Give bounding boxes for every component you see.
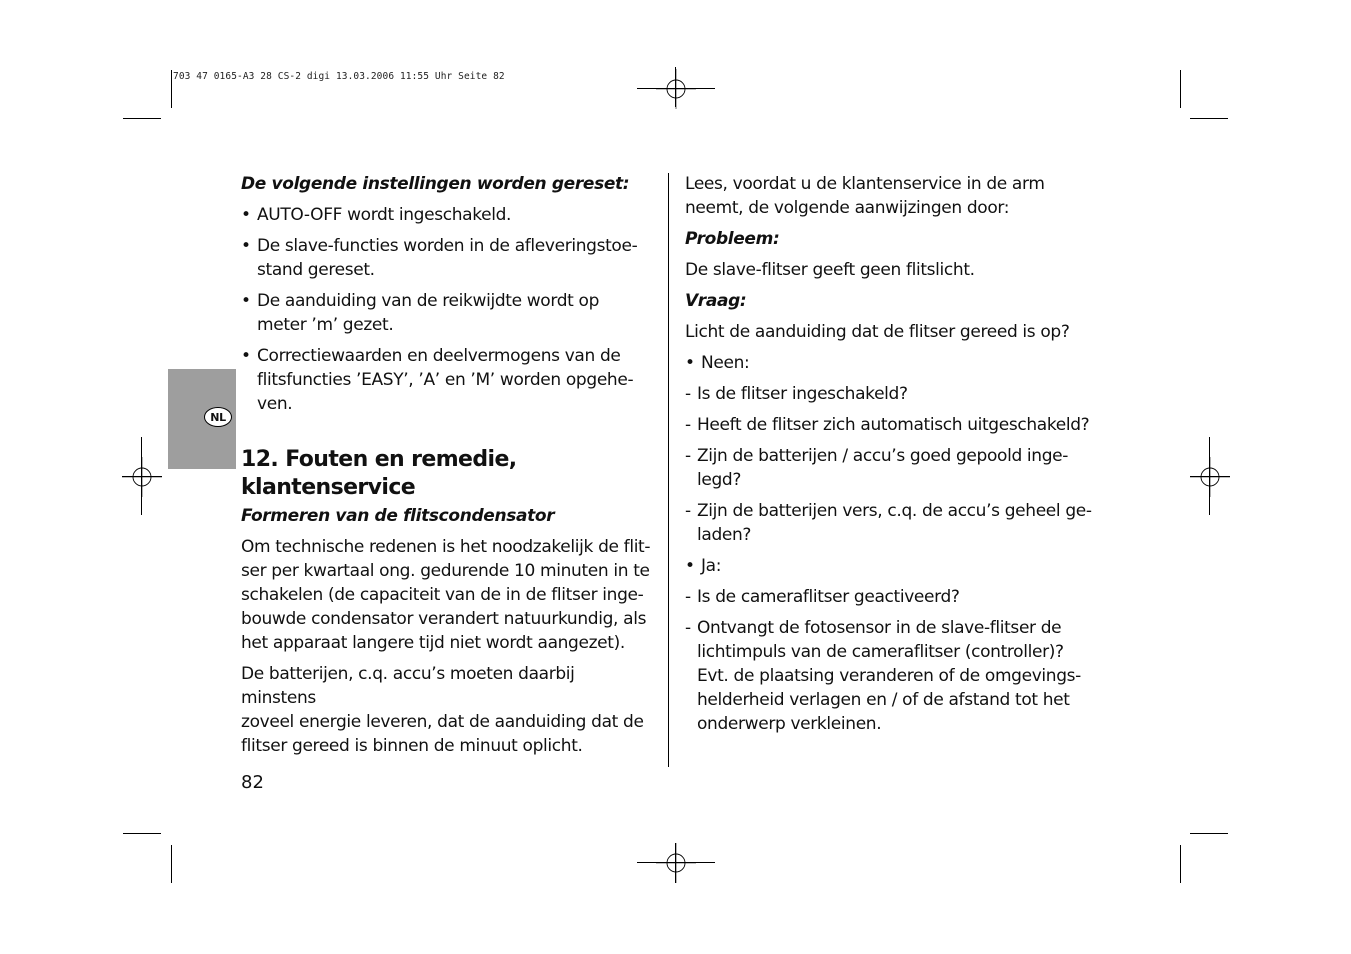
list-item: - Ontvangt de fotosensor in de slave-flitser de lichtimpuls van de cameraflitser (controller)? Evt. de plaatsing veranderen of de omgevings- helderheid verlagen en / of de afstand tot het onderwerp verkleinen. — [685, 616, 1095, 736]
section-title: 12. Fouten en remedie, klantenservice — [241, 447, 517, 500]
registration-mark-left — [122, 457, 162, 497]
right-column — [685, 172, 1095, 736]
intro-paragraph: Lees, voordat u de klantenservice in de arm neemt, de volgende aanwijzingen door: — [685, 174, 1045, 218]
list-item: - Zijn de batterijen vers, c.q. de accu’s geheel ge- laden? — [685, 499, 1095, 547]
language-badge: NL — [204, 407, 232, 427]
question-label: Vraag: — [685, 291, 747, 311]
list-item: - Heeft de flitser zich automatisch uitgeschakeld? — [685, 413, 1095, 437]
list-item: • AUTO-OFF wordt ingeschakeld. — [241, 203, 653, 227]
list-item: • Correctiewaarden en deelvermogens van de flitsfuncties ’EASY’, ’A’ en ’M’ worden opgehe- ven. — [241, 344, 653, 416]
left-column — [241, 172, 653, 758]
problem-text: De slave-flitser geeft geen flitslicht. — [685, 260, 975, 280]
registration-mark-top — [656, 69, 696, 109]
list-item: • De slave-functies worden in de afleveringstoe- stand gereset. — [241, 234, 653, 282]
paragraph: Om technische redenen is het noodzakelijk de flit- ser per kwartaal ong. gedurende 10 minuten in te schakelen (de capaciteit van de in de flitser inge- bouwde condensator verandert natuurkundig, als het apparaat langere tijd niet wordt aangezet). — [241, 537, 651, 653]
list-item: - Is de cameraflitser geactiveerd? — [685, 585, 1095, 609]
settings-reset-heading: De volgende instellingen worden gereset: — [241, 174, 630, 194]
paragraph: De batterijen, c.q. accu’s moeten daarbij minstens zoveel energie leveren, dat de aanduiding dat de flitser gereed is binnen de minuut oplicht. — [241, 664, 644, 756]
registration-mark-bottom — [656, 843, 696, 883]
problem-label: Probleem: — [685, 229, 780, 249]
page-number: 82 — [241, 772, 264, 793]
yes-label: • Ja: — [685, 554, 1095, 578]
column-divider — [668, 173, 669, 767]
no-label: • Neen: — [685, 351, 1095, 375]
list-item: - Is de flitser ingeschakeld? — [685, 382, 1095, 406]
list-item: - Zijn de batterijen / accu’s goed gepoold inge- legd? — [685, 444, 1095, 492]
registration-mark-right — [1190, 457, 1230, 497]
subheading: Formeren van de flitscondensator — [241, 506, 555, 526]
language-tab — [168, 369, 236, 469]
question-text: Licht de aanduiding dat de flitser gereed is op? — [685, 322, 1070, 342]
list-item: • De aanduiding van de reikwijdte wordt op meter ’m’ gezet. — [241, 289, 653, 337]
print-slug: 703 47 0165-A3 28 CS-2 digi 13.03.2006 11:55 Uhr Seite 82 — [173, 71, 505, 82]
